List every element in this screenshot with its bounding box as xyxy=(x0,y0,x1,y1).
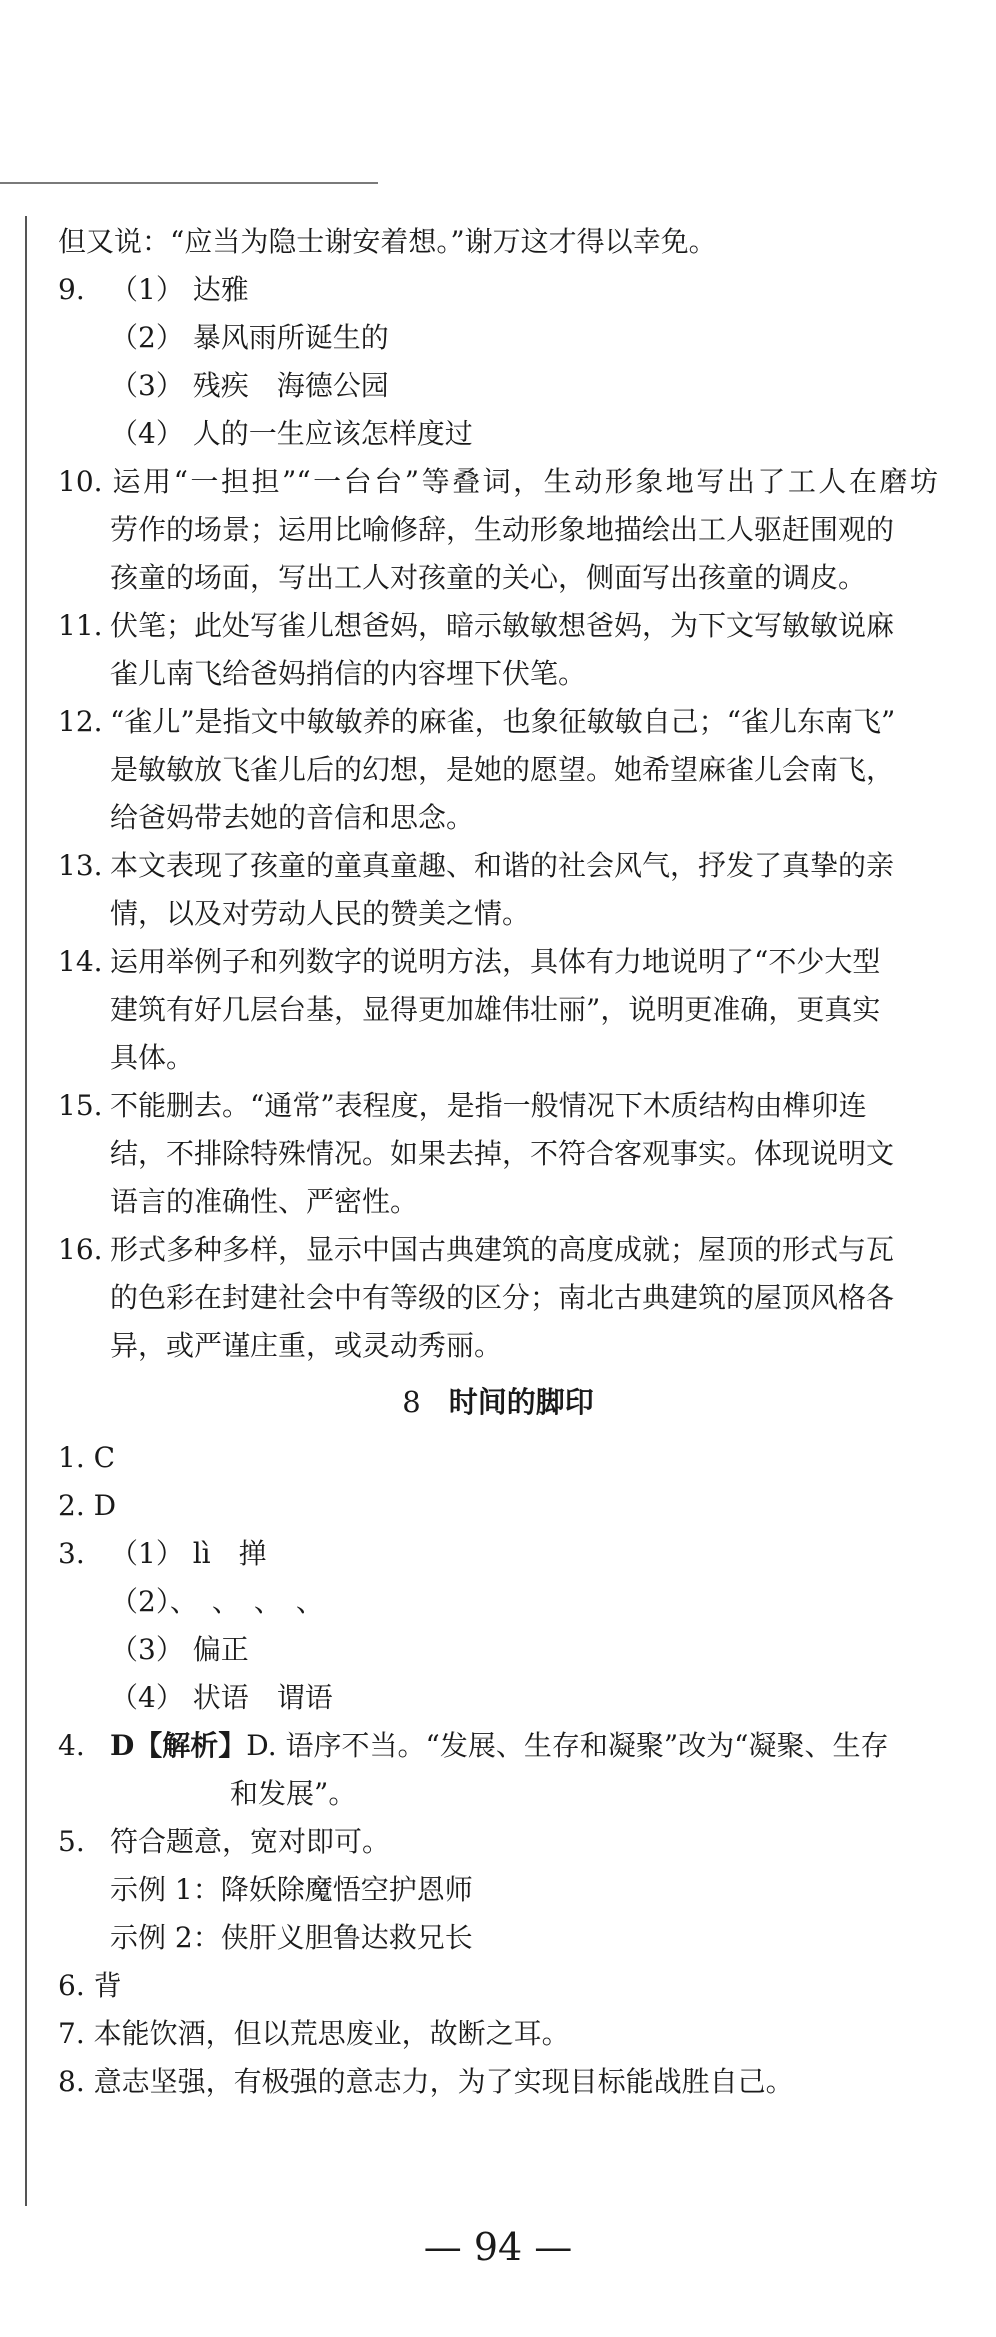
answer-3-item-2: （2）、 、 、 、 xyxy=(110,1585,324,1618)
question-16-line-2: 的色彩在封建社会中有等级的区分；南北古典建筑的屋顶风格各 xyxy=(110,1281,895,1314)
left-margin-line xyxy=(25,216,27,2206)
question-13-line-2: 情，以及对劳动人民的赞美之情。 xyxy=(110,897,531,930)
question-14-line-1: 14. 运用举例子和列数字的说明方法，具体有力地说明了“不少大型 xyxy=(58,945,881,978)
answer-6: 6. 背 xyxy=(58,1969,122,2002)
answer-3-item-1: 3. （1） lì 掸 xyxy=(58,1537,267,1570)
question-9-item-4: （4） 人的一生应该怎样度过 xyxy=(110,417,473,450)
question-12-line-1: 12. “雀儿”是指文中敏敏养的麻雀，也象征敏敏自己；“雀儿东南飞” xyxy=(58,705,896,738)
question-9-item-1: 9. （1） 达雅 xyxy=(58,273,249,306)
question-14-line-2: 建筑有好几层台基，显得更加雄伟壮丽”，说明更准确，更真实 xyxy=(110,993,881,1026)
answer-8: 8. 意志坚强，有极强的意志力，为了实现目标能战胜自己。 xyxy=(58,2065,794,2098)
section-title-text: 时间的脚印 xyxy=(448,1385,594,1419)
question-15-line-3: 语言的准确性、严密性。 xyxy=(110,1185,419,1218)
answer-4-line-1: 4. D【解析】D. 语序不当。“发展、生存和凝聚”改为“凝聚、生存 xyxy=(58,1729,889,1762)
answer-3-item-3: （3） 偏正 xyxy=(110,1633,249,1666)
question-10-line-3: 孩童的场面，写出工人对孩童的关心，侧面写出孩童的调皮。 xyxy=(110,561,867,594)
top-divider-line xyxy=(0,182,378,184)
question-15-line-2: 结，不排除特殊情况。如果去掉，不符合客观事实。体现说明文 xyxy=(110,1137,895,1170)
question-9-item-2: （2） 暴风雨所诞生的 xyxy=(110,321,389,354)
question-11-line-1: 11. 伏笔；此处写雀儿想爸妈，暗示敏敏想爸妈，为下文写敏敏说麻 xyxy=(58,609,895,642)
page-number: — 94 — xyxy=(423,2225,573,2269)
text-line: 但又说：“应当为隐士谢安着想。”谢万这才得以幸免。 xyxy=(58,225,717,258)
question-11-line-2: 雀儿南飞给爸妈捎信的内容埋下伏笔。 xyxy=(110,657,587,690)
question-12-line-2: 是敏敏放飞雀儿后的幻想，是她的愿望。她希望麻雀儿会南飞， xyxy=(110,753,895,786)
answer-5: 5. 符合题意，宽对即可。 xyxy=(58,1825,391,1858)
answer-4-line-2: 和发展”。 xyxy=(230,1777,357,1810)
question-16-line-3: 异，或严谨庄重，或灵动秀丽。 xyxy=(110,1329,503,1362)
question-12-line-3: 给爸妈带去她的音信和思念。 xyxy=(110,801,475,834)
answer-7: 7. 本能饮酒，但以荒思废业，故断之耳。 xyxy=(58,2017,570,2050)
section-title xyxy=(58,1374,938,1430)
answer-1: 1. C xyxy=(58,1441,116,1474)
answer-content xyxy=(58,218,938,2106)
answer-3-item-4: （4） 状语 谓语 xyxy=(110,1681,333,1714)
answer-5-example-2: 示例 2：侠肝义胆鲁达救兄长 xyxy=(110,1921,473,1954)
question-14-line-3: 具体。 xyxy=(110,1041,195,1074)
answer-2: 2. D xyxy=(58,1489,117,1522)
answer-5-example-1: 示例 1：降妖除魔悟空护恩师 xyxy=(110,1873,473,1906)
question-10-line-1: 10. 运用“一担担”“一台台”等叠词，生动形象地写出了工人在磨坊 xyxy=(58,465,938,498)
question-10-line-2: 劳作的场景；运用比喻修辞，生动形象地描绘出工人驱赶围观的 xyxy=(110,513,895,546)
section-number: 8 xyxy=(402,1385,421,1419)
analysis-label: D【解析】 xyxy=(110,1729,247,1762)
question-13-line-1: 13. 本文表现了孩童的童真童趣、和谐的社会风气，抒发了真挚的亲 xyxy=(58,849,895,882)
question-16-line-1: 16. 形式多种多样，显示中国古典建筑的高度成就；屋顶的形式与瓦 xyxy=(58,1233,895,1266)
question-15-line-1: 15. 不能删去。“通常”表程度，是指一般情况下木质结构由榫卯连 xyxy=(58,1089,867,1122)
question-9-item-3: （3） 残疾 海德公园 xyxy=(110,369,389,402)
